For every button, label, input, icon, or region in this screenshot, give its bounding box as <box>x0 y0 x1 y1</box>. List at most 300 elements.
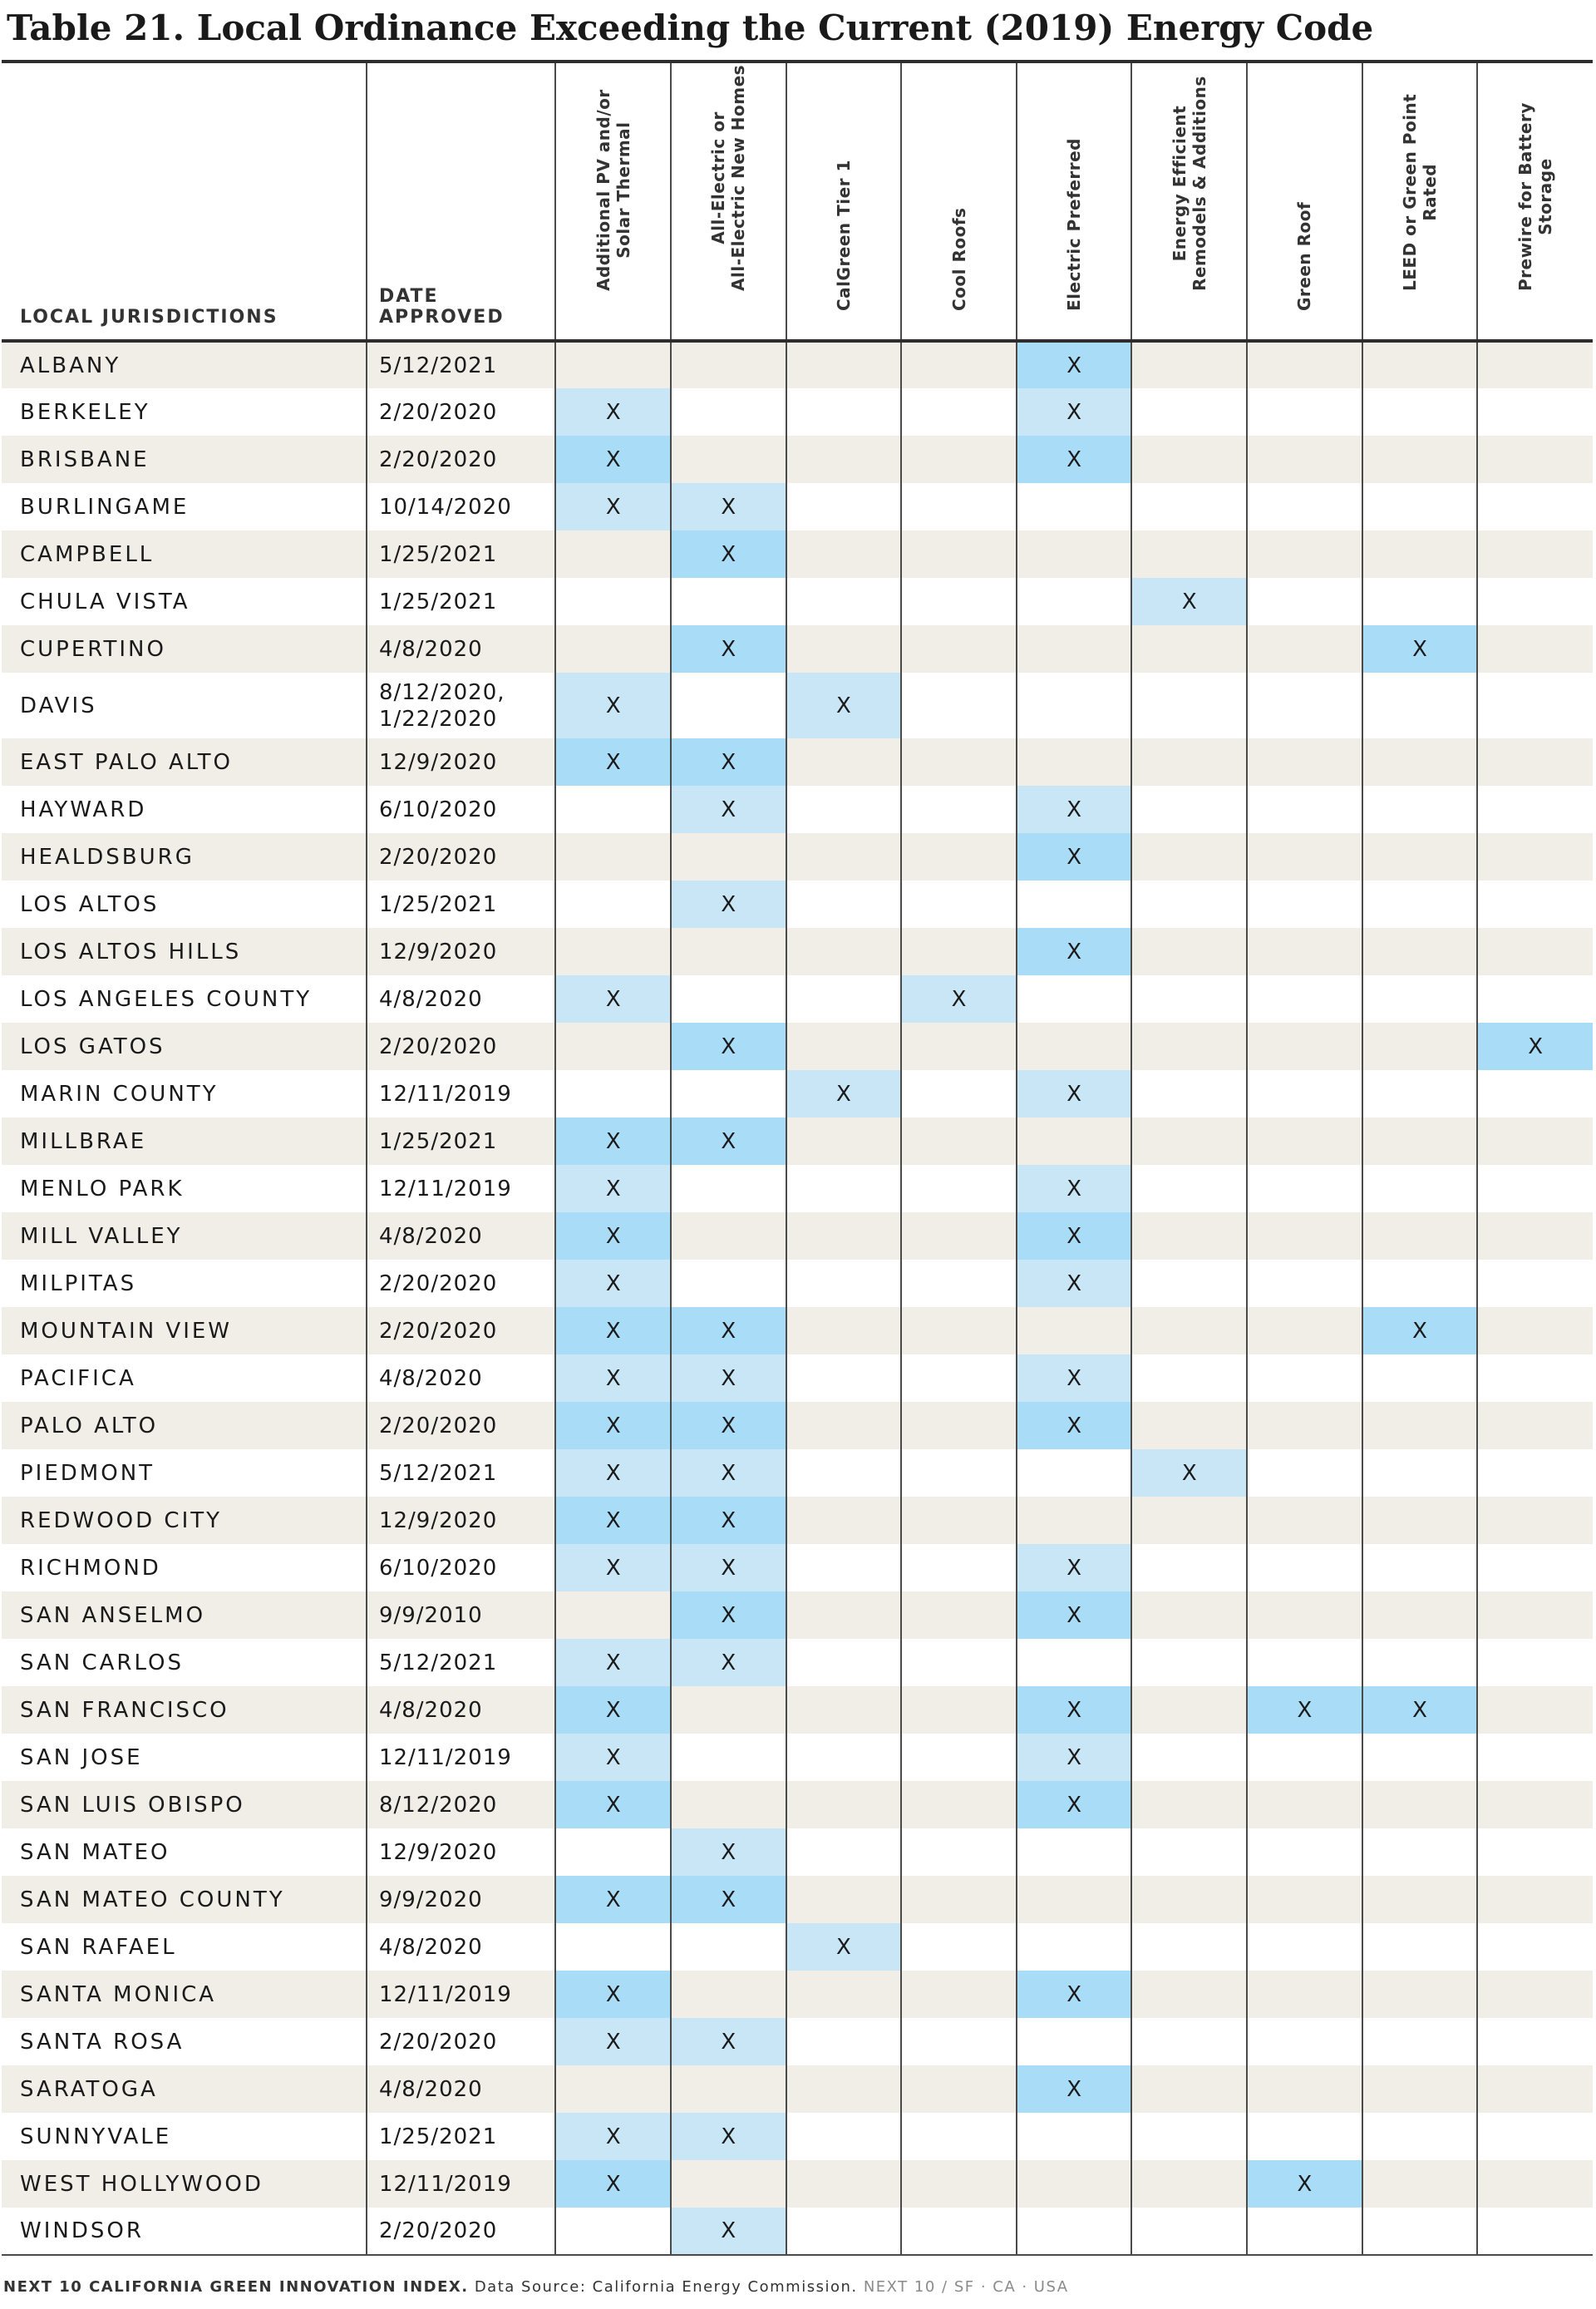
measure-cell <box>671 1212 786 1260</box>
measure-cell <box>1017 1497 1132 1544</box>
measure-cell <box>901 1923 1017 1971</box>
table-row <box>2 673 1593 738</box>
footer-source: Data Source: California Energy Commission. <box>468 2278 858 2296</box>
jurisdiction-cell: BURLINGAME <box>2 483 367 530</box>
header-measure-label: CalGreen Tier 1 <box>833 160 854 311</box>
measure-cell: X <box>1131 1449 1247 1497</box>
table-row <box>2 1971 1593 2018</box>
date-cell: 2/20/2020 <box>367 436 555 483</box>
table-row <box>2 1165 1593 1212</box>
measure-cell <box>1477 786 1593 833</box>
measure-cell <box>1362 1070 1478 1117</box>
measure-cell <box>671 341 786 388</box>
measure-cell: X <box>555 1165 671 1212</box>
measure-cell: X <box>555 738 671 786</box>
measure-cell <box>555 2208 671 2255</box>
measure-cell <box>901 530 1017 578</box>
measure-cell <box>1131 1212 1247 1260</box>
measure-cell <box>786 1686 902 1734</box>
measure-cell <box>1247 673 1362 738</box>
measure-cell <box>1131 2160 1247 2208</box>
table-row <box>2 1260 1593 1307</box>
measure-cell <box>1131 1402 1247 1449</box>
measure-cell: X <box>1017 1402 1132 1449</box>
measure-cell <box>1017 2160 1132 2208</box>
measure-cell <box>1017 1828 1132 1876</box>
measure-cell: X <box>1017 341 1132 388</box>
table-row <box>2 1734 1593 1781</box>
measure-cell: X <box>555 1117 671 1165</box>
measure-cell <box>1247 578 1362 625</box>
measure-cell <box>901 1497 1017 1544</box>
measure-cell <box>786 436 902 483</box>
measure-cell: X <box>1017 1971 1132 2018</box>
measure-cell <box>1362 1497 1478 1544</box>
date-cell: 4/8/2020 <box>367 1686 555 1734</box>
measure-cell <box>1131 1876 1247 1923</box>
measure-cell <box>1247 1497 1362 1544</box>
measure-cell <box>1131 1591 1247 1639</box>
table-row <box>2 1402 1593 1449</box>
measure-cell: X <box>555 1497 671 1544</box>
measure-cell <box>786 1971 902 2018</box>
measure-cell <box>901 1070 1017 1117</box>
table-row <box>2 2208 1593 2255</box>
header-measure <box>786 62 902 341</box>
measure-cell <box>671 928 786 975</box>
measure-cell: X <box>1017 1686 1132 1734</box>
header-date-approved: DATE APPROVED <box>367 62 555 341</box>
measure-cell <box>1362 1923 1478 1971</box>
measure-cell <box>1477 1591 1593 1639</box>
date-cell: 4/8/2020 <box>367 1212 555 1260</box>
measure-cell <box>786 1544 902 1591</box>
measure-cell <box>1247 786 1362 833</box>
measure-cell <box>1131 341 1247 388</box>
measure-cell <box>1477 881 1593 928</box>
table-row <box>2 1639 1593 1686</box>
jurisdiction-cell: CUPERTINO <box>2 625 367 673</box>
jurisdiction-cell: SAN MATEO COUNTY <box>2 1876 367 1923</box>
measure-cell: X <box>555 1544 671 1591</box>
measure-cell <box>1131 1260 1247 1307</box>
measure-cell <box>1247 1070 1362 1117</box>
measure-cell <box>555 928 671 975</box>
measure-cell <box>1131 673 1247 738</box>
measure-cell <box>786 2018 902 2065</box>
measure-cell <box>786 1212 902 1260</box>
measure-cell <box>1247 1354 1362 1402</box>
measure-cell <box>555 530 671 578</box>
measure-cell <box>786 1402 902 1449</box>
measure-cell: X <box>671 1876 786 1923</box>
measure-cell <box>1247 625 1362 673</box>
header-measure-label: Green Roof <box>1294 201 1315 311</box>
measure-cell <box>1017 1876 1132 1923</box>
measure-cell: X <box>555 1781 671 1828</box>
measure-cell: X <box>671 2208 786 2255</box>
header-measure-label: Prewire for Battery Storage <box>1515 102 1556 291</box>
measure-cell <box>1247 1307 1362 1354</box>
measure-cell <box>786 1781 902 1828</box>
measure-cell <box>901 2113 1017 2160</box>
measure-cell <box>1477 833 1593 881</box>
date-cell: 9/9/2020 <box>367 1876 555 1923</box>
date-cell: 4/8/2020 <box>367 975 555 1023</box>
date-cell: 2/20/2020 <box>367 833 555 881</box>
measure-cell <box>786 1354 902 1402</box>
jurisdiction-cell: SAN LUIS OBISPO <box>2 1781 367 1828</box>
table-row <box>2 1544 1593 1591</box>
measure-cell <box>1017 483 1132 530</box>
measure-cell <box>1362 2018 1478 2065</box>
measure-cell <box>1131 2018 1247 2065</box>
measure-cell: X <box>555 2160 671 2208</box>
measure-cell <box>1477 1307 1593 1354</box>
measure-cell: X <box>1017 1212 1132 1260</box>
date-cell: 5/12/2021 <box>367 1449 555 1497</box>
measure-cell <box>1017 1117 1132 1165</box>
measure-cell <box>1362 928 1478 975</box>
measure-cell <box>1131 436 1247 483</box>
jurisdiction-cell: LOS GATOS <box>2 1023 367 1070</box>
measure-cell <box>901 436 1017 483</box>
measure-cell <box>1362 1165 1478 1212</box>
measure-cell <box>1017 2208 1132 2255</box>
measure-cell <box>1362 833 1478 881</box>
table-row <box>2 1354 1593 1402</box>
measure-cell <box>1477 1876 1593 1923</box>
measure-cell <box>1362 1971 1478 2018</box>
jurisdiction-cell: BRISBANE <box>2 436 367 483</box>
measure-cell: X <box>555 388 671 436</box>
measure-cell: X <box>786 1923 902 1971</box>
table-row <box>2 1781 1593 1828</box>
measure-cell <box>901 1734 1017 1781</box>
measure-cell <box>786 1828 902 1876</box>
table-row <box>2 530 1593 578</box>
measure-cell <box>1017 578 1132 625</box>
table-row <box>2 1876 1593 1923</box>
measure-cell <box>1362 1023 1478 1070</box>
header-measure <box>1477 62 1593 341</box>
measure-cell <box>1017 1639 1132 1686</box>
measure-cell <box>1247 975 1362 1023</box>
measure-cell <box>1131 928 1247 975</box>
measure-cell <box>555 625 671 673</box>
measure-cell: X <box>671 2018 786 2065</box>
table-row <box>2 1117 1593 1165</box>
measure-cell <box>1247 1828 1362 1876</box>
measure-cell <box>1131 1686 1247 1734</box>
jurisdiction-cell: SUNNYVALE <box>2 2113 367 2160</box>
measure-cell <box>555 833 671 881</box>
measure-cell <box>901 1876 1017 1923</box>
table-row <box>2 1923 1593 1971</box>
date-cell: 10/14/2020 <box>367 483 555 530</box>
date-cell: 12/9/2020 <box>367 738 555 786</box>
table-row <box>2 578 1593 625</box>
measure-cell: X <box>1017 1781 1132 1828</box>
measure-cell <box>901 2018 1017 2065</box>
measure-cell: X <box>671 483 786 530</box>
date-cell: 1/25/2021 <box>367 1117 555 1165</box>
jurisdiction-cell: RICHMOND <box>2 1544 367 1591</box>
measure-cell <box>1247 1544 1362 1591</box>
jurisdiction-cell: BERKELEY <box>2 388 367 436</box>
measure-cell <box>1362 738 1478 786</box>
measure-cell <box>1247 1923 1362 1971</box>
date-cell: 4/8/2020 <box>367 625 555 673</box>
measure-cell <box>1017 1923 1132 1971</box>
measure-cell <box>1362 1212 1478 1260</box>
measure-cell <box>1247 1212 1362 1260</box>
jurisdiction-cell: SANTA ROSA <box>2 2018 367 2065</box>
measure-cell <box>901 1591 1017 1639</box>
measure-cell: X <box>555 1307 671 1354</box>
measure-cell <box>1247 1023 1362 1070</box>
header-measure-label: Additional PV and/or Solar Thermal <box>593 89 633 291</box>
measure-cell <box>1131 1781 1247 1828</box>
measure-cell <box>1477 1212 1593 1260</box>
table-row <box>2 1591 1593 1639</box>
date-cell: 2/20/2020 <box>367 1402 555 1449</box>
jurisdiction-cell: PALO ALTO <box>2 1402 367 1449</box>
measure-cell <box>901 1971 1017 2018</box>
measure-cell <box>1477 1639 1593 1686</box>
table-row <box>2 1828 1593 1876</box>
measure-cell: X <box>1017 1260 1132 1307</box>
measure-cell <box>1477 1781 1593 1828</box>
measure-cell <box>1131 2113 1247 2160</box>
date-cell: 2/20/2020 <box>367 1023 555 1070</box>
measure-cell <box>901 1307 1017 1354</box>
measure-cell: X <box>1017 1734 1132 1781</box>
measure-cell <box>1477 1497 1593 1544</box>
measure-cell <box>786 625 902 673</box>
measure-cell <box>1362 2208 1478 2255</box>
measure-cell <box>786 1117 902 1165</box>
measure-cell <box>555 1070 671 1117</box>
measure-cell <box>555 1828 671 1876</box>
measure-cell <box>1131 1923 1247 1971</box>
measure-cell <box>555 1923 671 1971</box>
measure-cell <box>1362 1354 1478 1402</box>
measure-cell <box>1247 483 1362 530</box>
measure-cell <box>1477 1544 1593 1591</box>
measure-cell <box>1017 530 1132 578</box>
measure-cell <box>1131 388 1247 436</box>
measure-cell <box>1477 1165 1593 1212</box>
measure-cell: X <box>555 1876 671 1923</box>
measure-cell: X <box>671 1354 786 1402</box>
jurisdiction-cell: DAVIS <box>2 673 367 738</box>
measure-cell <box>1247 2018 1362 2065</box>
measure-cell <box>1477 341 1593 388</box>
measure-cell <box>786 2065 902 2113</box>
measure-cell <box>555 1591 671 1639</box>
measure-cell <box>786 530 902 578</box>
table-row <box>2 2113 1593 2160</box>
measure-cell <box>1362 1591 1478 1639</box>
measure-cell: X <box>555 2018 671 2065</box>
date-cell: 1/25/2021 <box>367 881 555 928</box>
table-row <box>2 1023 1593 1070</box>
measure-cell: X <box>555 1449 671 1497</box>
measure-cell <box>1247 1449 1362 1497</box>
measure-cell <box>1247 1165 1362 1212</box>
measure-cell: X <box>1017 1591 1132 1639</box>
date-cell: 5/12/2021 <box>367 1639 555 1686</box>
measure-cell <box>1247 436 1362 483</box>
measure-cell <box>786 1165 902 1212</box>
measure-cell <box>901 673 1017 738</box>
jurisdiction-cell: MILLBRAE <box>2 1117 367 1165</box>
measure-cell: X <box>671 1591 786 1639</box>
measure-cell <box>1477 530 1593 578</box>
measure-cell <box>1131 1070 1247 1117</box>
header-measure <box>1017 62 1132 341</box>
table-row <box>2 1307 1593 1354</box>
measure-cell: X <box>1017 2065 1132 2113</box>
measure-cell <box>1131 2065 1247 2113</box>
header-measure-label: LEED or Green Point Rated <box>1399 93 1440 291</box>
date-cell: 4/8/2020 <box>367 1923 555 1971</box>
measure-cell: X <box>1247 1686 1362 1734</box>
date-cell: 12/11/2019 <box>367 2160 555 2208</box>
measure-cell <box>1362 1402 1478 1449</box>
date-cell: 4/8/2020 <box>367 1354 555 1402</box>
measure-cell: X <box>1017 1165 1132 1212</box>
measure-cell <box>671 1923 786 1971</box>
header-jurisdictions: LOCAL JURISDICTIONS <box>2 62 367 341</box>
measure-cell: X <box>555 1354 671 1402</box>
measure-cell: X <box>671 2113 786 2160</box>
measure-cell <box>786 1639 902 1686</box>
measure-cell <box>671 975 786 1023</box>
measure-cell: X <box>1017 1544 1132 1591</box>
jurisdiction-cell: MILL VALLEY <box>2 1212 367 1260</box>
header-measure <box>555 62 671 341</box>
date-cell: 1/25/2021 <box>367 2113 555 2160</box>
measure-cell <box>1477 1260 1593 1307</box>
table-row <box>2 1497 1593 1544</box>
measure-cell <box>901 1354 1017 1402</box>
date-cell: 2/20/2020 <box>367 2018 555 2065</box>
measure-cell: X <box>555 673 671 738</box>
measure-cell: X <box>1131 578 1247 625</box>
measure-cell <box>1131 1307 1247 1354</box>
measure-cell <box>1247 1781 1362 1828</box>
measure-cell <box>1247 833 1362 881</box>
measure-cell <box>1247 1639 1362 1686</box>
measure-cell <box>671 833 786 881</box>
measure-cell: X <box>1362 625 1478 673</box>
measure-cell <box>671 578 786 625</box>
measure-cell <box>786 738 902 786</box>
measure-cell <box>1131 833 1247 881</box>
measure-cell: X <box>671 1307 786 1354</box>
measure-cell: X <box>1017 833 1132 881</box>
measure-cell <box>1477 1402 1593 1449</box>
measure-cell <box>901 1639 1017 1686</box>
table-title: Table 21. Local Ordinance Exceeding the Current (2019) Energy Code <box>7 7 1374 48</box>
measure-cell <box>1247 928 1362 975</box>
date-cell: 12/9/2020 <box>367 928 555 975</box>
table-row <box>2 975 1593 1023</box>
jurisdiction-cell: EAST PALO ALTO <box>2 738 367 786</box>
footer <box>3 2278 1069 2296</box>
jurisdiction-cell: WEST HOLLYWOOD <box>2 2160 367 2208</box>
measure-cell <box>786 483 902 530</box>
measure-cell <box>1477 436 1593 483</box>
measure-cell <box>1477 1828 1593 1876</box>
measure-cell <box>786 388 902 436</box>
measure-cell <box>1477 1734 1593 1781</box>
measure-cell <box>1362 2113 1478 2160</box>
measure-cell: X <box>671 1639 786 1686</box>
measure-cell: X <box>786 673 902 738</box>
table-row <box>2 1449 1593 1497</box>
measure-cell <box>1362 1117 1478 1165</box>
measure-cell: X <box>555 1212 671 1260</box>
table-row <box>2 786 1593 833</box>
measure-cell <box>1362 1734 1478 1781</box>
measure-cell <box>1131 1544 1247 1591</box>
measure-cell <box>671 388 786 436</box>
measure-cell <box>901 483 1017 530</box>
jurisdiction-cell: HEALDSBURG <box>2 833 367 881</box>
measure-cell <box>1131 975 1247 1023</box>
measure-cell: X <box>555 1734 671 1781</box>
measure-cell <box>555 341 671 388</box>
measure-cell: X <box>671 786 786 833</box>
measure-cell <box>901 2065 1017 2113</box>
measure-cell <box>671 1734 786 1781</box>
date-cell: 12/11/2019 <box>367 1070 555 1117</box>
measure-cell <box>1017 738 1132 786</box>
table-row <box>2 2160 1593 2208</box>
measure-cell: X <box>555 483 671 530</box>
jurisdiction-cell: HAYWARD <box>2 786 367 833</box>
measure-cell: X <box>555 975 671 1023</box>
measure-cell: X <box>555 1402 671 1449</box>
measure-cell <box>1477 2018 1593 2065</box>
measure-cell <box>901 928 1017 975</box>
measure-cell: X <box>1017 1354 1132 1402</box>
measure-cell: X <box>671 1449 786 1497</box>
measure-cell <box>1362 578 1478 625</box>
measure-cell <box>1247 2208 1362 2255</box>
measure-cell <box>1247 1260 1362 1307</box>
date-cell: 5/12/2021 <box>367 341 555 388</box>
measure-cell <box>786 975 902 1023</box>
measure-cell: X <box>671 1117 786 1165</box>
measure-cell <box>1477 1449 1593 1497</box>
measure-cell <box>1477 2065 1593 2113</box>
measure-cell <box>1131 1497 1247 1544</box>
table-row <box>2 738 1593 786</box>
measure-cell <box>901 2208 1017 2255</box>
measure-cell <box>671 436 786 483</box>
date-cell: 2/20/2020 <box>367 388 555 436</box>
measure-cell: X <box>1477 1023 1593 1070</box>
measure-cell <box>1017 975 1132 1023</box>
measure-cell <box>786 1260 902 1307</box>
jurisdiction-cell: PACIFICA <box>2 1354 367 1402</box>
measure-cell <box>786 833 902 881</box>
date-cell: 2/20/2020 <box>367 2208 555 2255</box>
